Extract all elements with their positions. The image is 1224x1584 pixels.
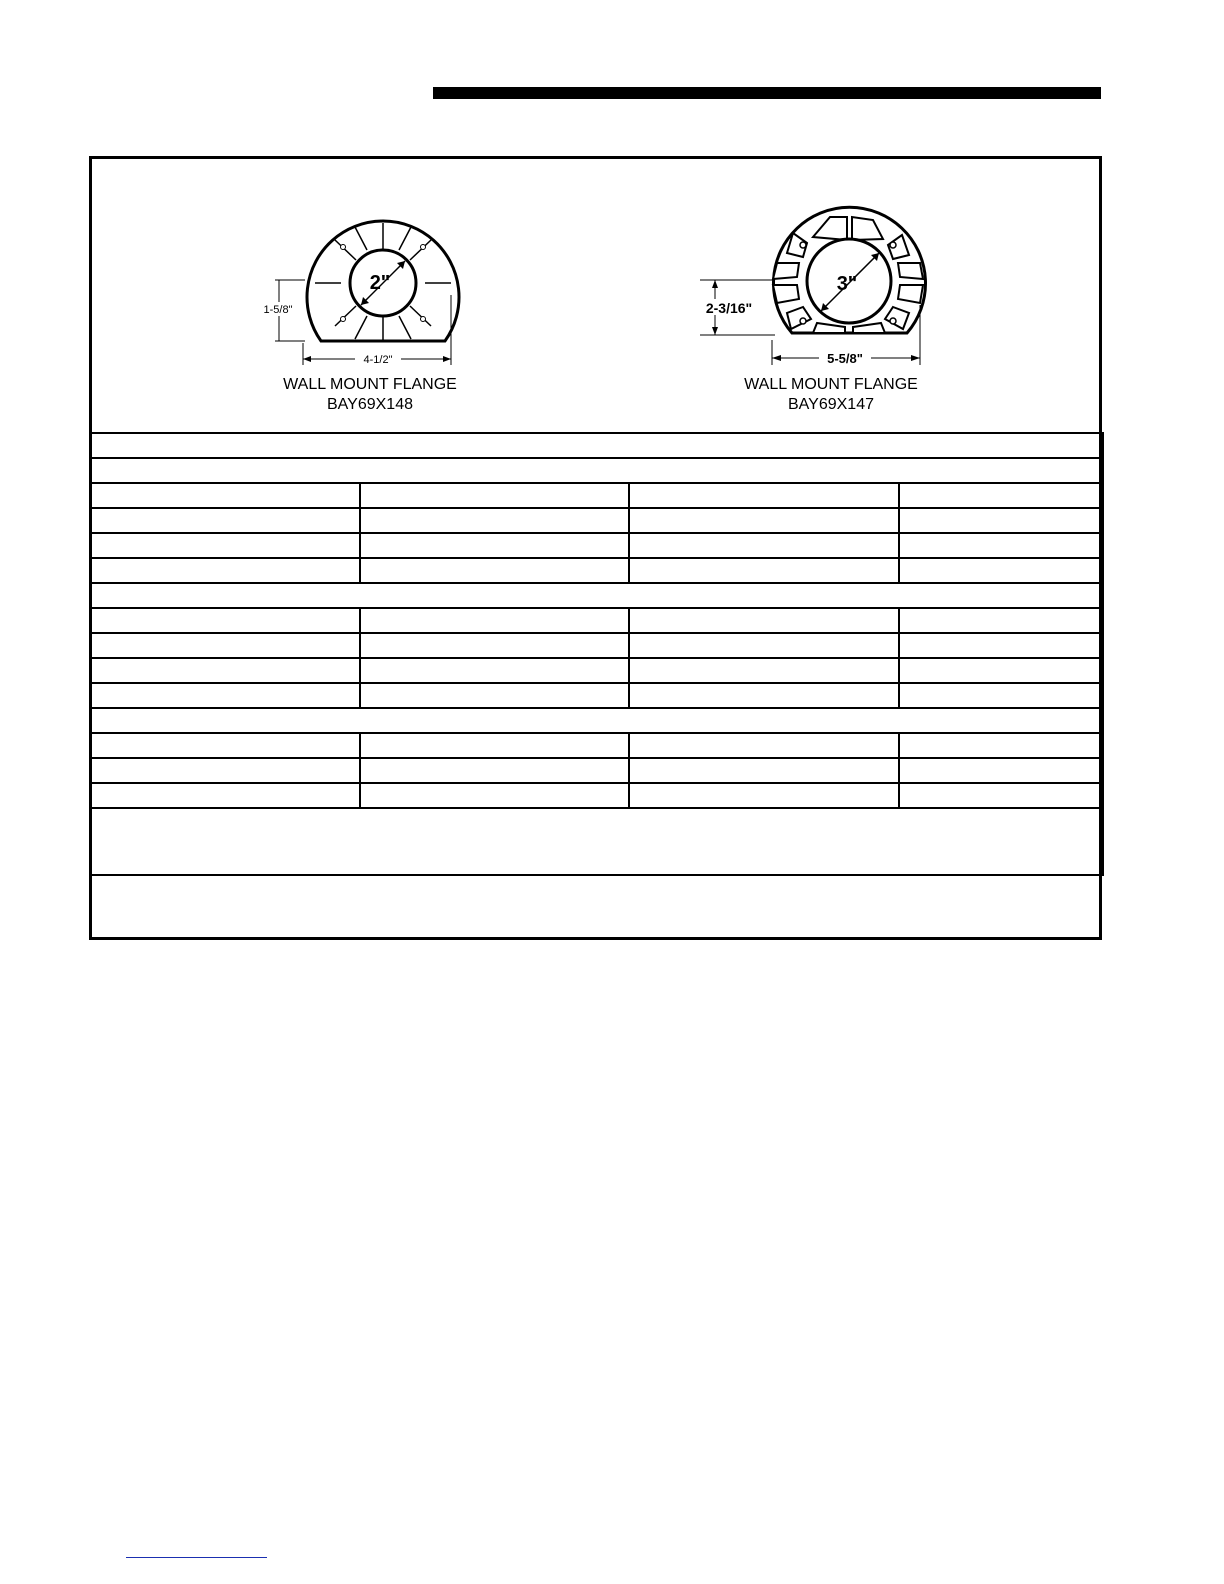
section-header-row <box>90 458 1103 483</box>
header-bar <box>433 87 1101 99</box>
table-row <box>90 633 1103 658</box>
table-row <box>90 683 1103 708</box>
table-row <box>90 508 1103 533</box>
width-label-3in: 5-5/8" <box>827 351 863 365</box>
table-row <box>90 733 1103 758</box>
height-label-2in: 1-5/8" <box>263 304 293 316</box>
table-row <box>90 658 1103 683</box>
inner-diameter-label-2in: 2" <box>369 272 391 294</box>
table-note-row <box>90 808 1103 875</box>
footer-link-underline <box>126 1557 267 1558</box>
table-row <box>90 558 1103 583</box>
height-label-3in: 2-3/16" <box>705 300 753 316</box>
width-label-2in: 4-1/2" <box>363 354 393 365</box>
caption-line1: WALL MOUNT FLANGE <box>283 376 457 393</box>
flange-diagram-3in <box>695 205 930 365</box>
table-title-row <box>90 433 1103 458</box>
section-header-row <box>90 583 1103 608</box>
caption-line2: BAY69X147 <box>788 396 874 413</box>
figure-caption-2in <box>270 375 470 415</box>
table-row <box>90 783 1103 808</box>
flange-diagram-2in <box>255 205 475 365</box>
table-row <box>90 533 1103 558</box>
caption-line1: WALL MOUNT FLANGE <box>744 376 918 393</box>
spec-table <box>89 432 1104 876</box>
caption-line2: BAY69X148 <box>327 396 413 413</box>
figure-caption-3in <box>731 375 931 415</box>
table-row <box>90 483 1103 508</box>
table-row <box>90 758 1103 783</box>
table-row <box>90 608 1103 633</box>
section-header-row <box>90 708 1103 733</box>
inner-diameter-label-3in: 3" <box>836 273 858 295</box>
